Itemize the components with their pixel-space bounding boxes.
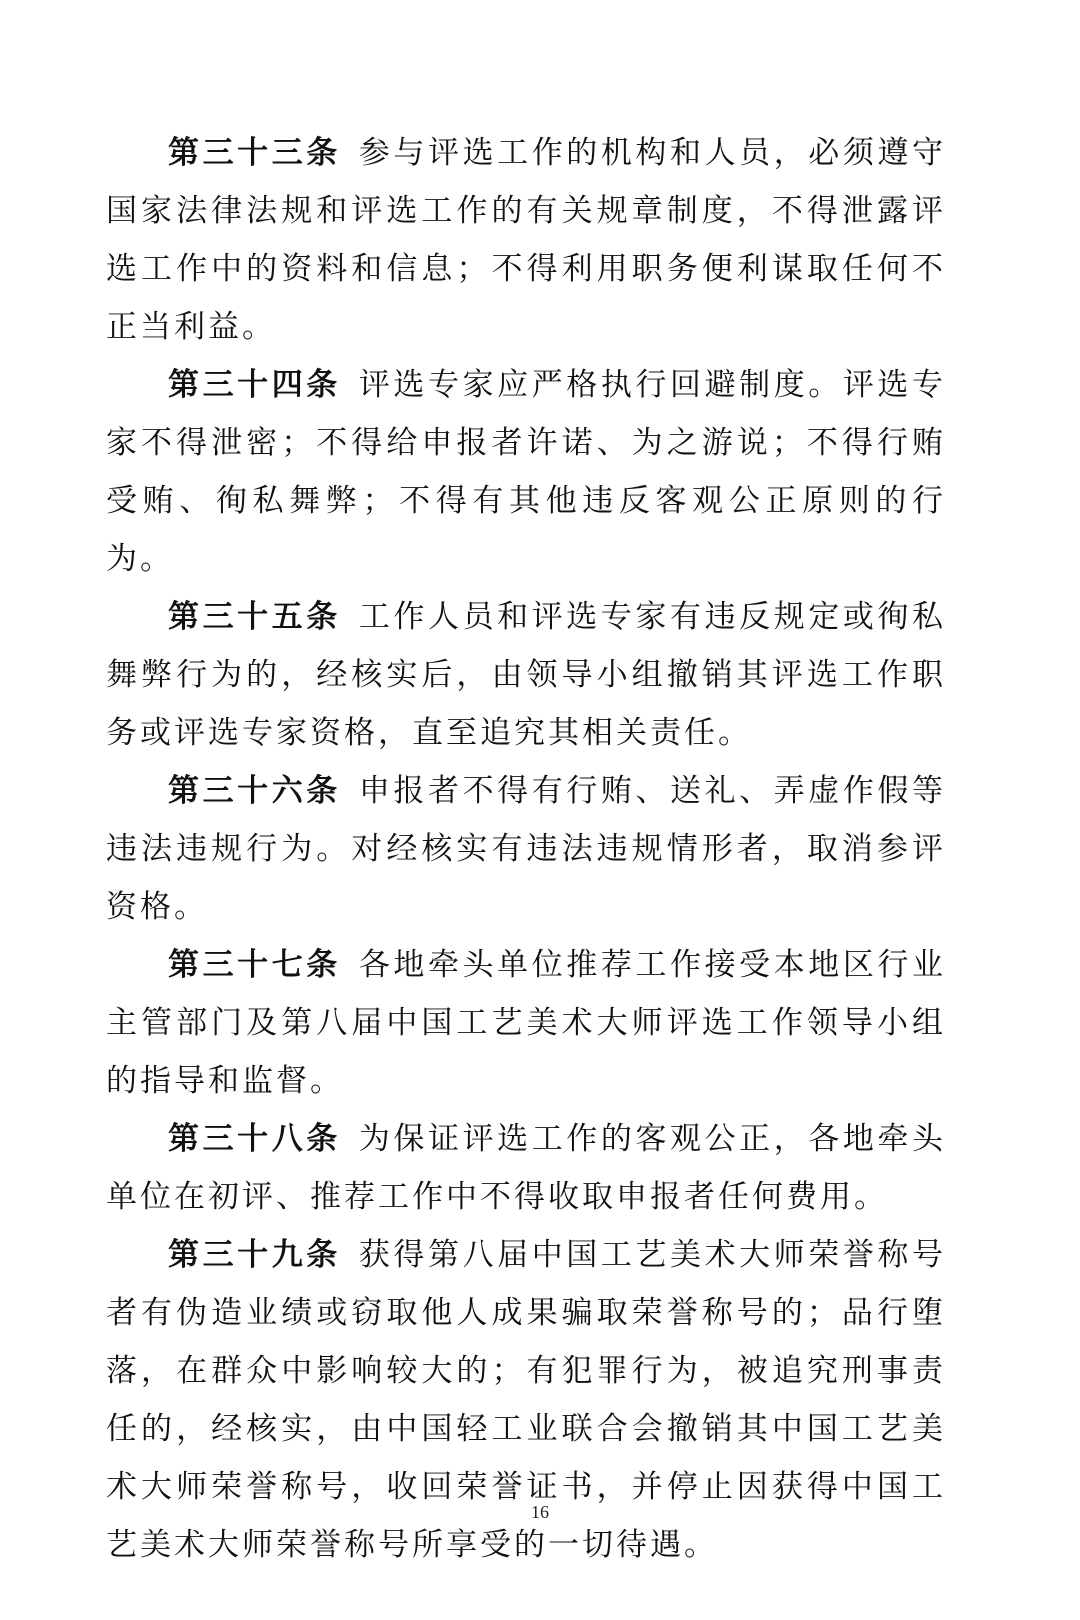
article-35 bbox=[106, 588, 946, 762]
article-36-text: 申报者不得有行贿、送礼、弄虚作假等违法违规行为。对经核实有违法违规情形者，取消参评资格。 bbox=[106, 773, 947, 925]
article-list bbox=[106, 124, 946, 1574]
article-39-label: 第三十九条 bbox=[168, 1237, 341, 1273]
article-38-label: 第三十八条 bbox=[168, 1121, 341, 1157]
article-33-text: 参与评选工作的机构和人员，必须遵守国家法律法规和评选工作的有关规章制度，不得泄露评选工作中的资料和信息；不得利用职务便利谋取任何不正当利益。 bbox=[106, 135, 947, 345]
article-35-label: 第三十五条 bbox=[168, 599, 341, 635]
article-35-text: 工作人员和评选专家有违反规定或徇私舞弊行为的，经核实后，由领导小组撤销其评选工作职务或评选专家资格，直至追究其相关责任。 bbox=[106, 599, 947, 751]
article-33 bbox=[106, 124, 946, 356]
article-37 bbox=[106, 936, 946, 1110]
article-37-text: 各地牵头单位推荐工作接受本地区行业主管部门及第八届中国工艺美术大师评选工作领导小组的指导和监督。 bbox=[106, 947, 947, 1099]
article-34-label: 第三十四条 bbox=[168, 367, 341, 403]
article-36 bbox=[106, 762, 946, 936]
page-number: 16 bbox=[531, 1502, 549, 1522]
article-36-label: 第三十六条 bbox=[168, 773, 341, 809]
article-37-label: 第三十七条 bbox=[168, 947, 341, 983]
article-33-label: 第三十三条 bbox=[168, 135, 341, 171]
article-38-text: 为保证评选工作的客观公正，各地牵头单位在初评、推荐工作中不得收取申报者任何费用。 bbox=[106, 1121, 947, 1215]
article-34 bbox=[106, 356, 946, 588]
article-39-text: 获得第八届中国工艺美术大师荣誉称号者有伪造业绩或窃取他人成果骗取荣誉称号的；品行堕落，在群众中影响较大的；有犯罪行为，被追究刑事责任的，经核实，由中国轻工业联合会撤销其中国工艺美术大师荣誉称号，收回荣誉证书，并停止因获得中国工艺美术大师荣誉称号所享受的一切待遇。 bbox=[106, 1237, 947, 1563]
article-38 bbox=[106, 1110, 946, 1226]
article-34-text: 评选专家应严格执行回避制度。评选专家不得泄密；不得给申报者许诺、为之游说；不得行贿受贿、徇私舞弊；不得有其他违反客观公正原则的行为。 bbox=[106, 367, 947, 577]
